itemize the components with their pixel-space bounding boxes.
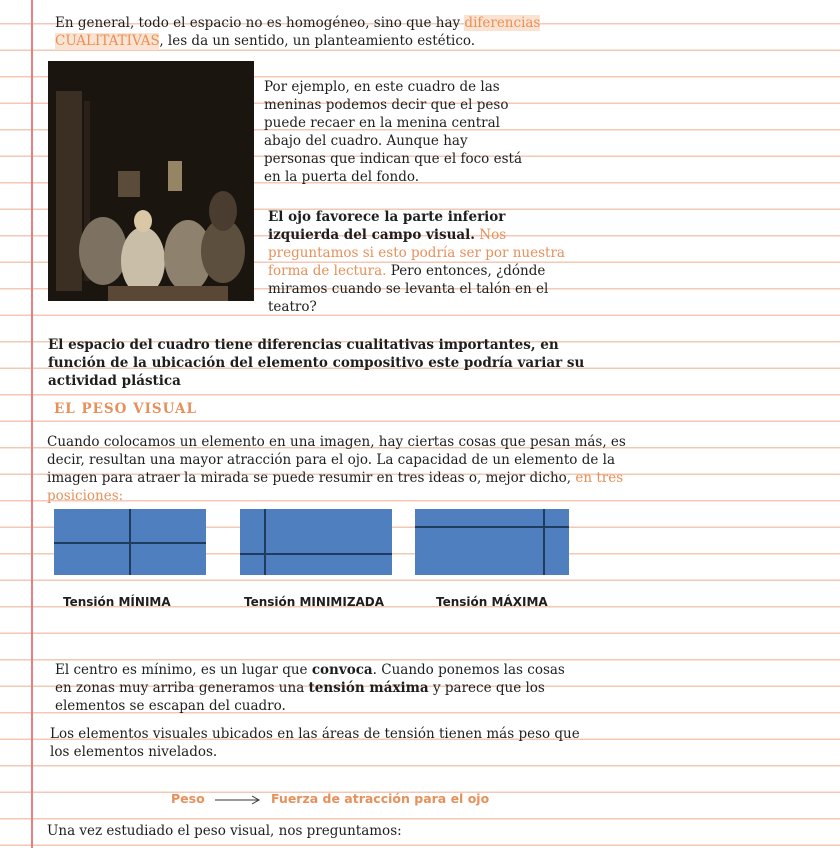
vertical-right-line xyxy=(543,509,545,575)
intro-paragraph: En general, todo el espacio no es homogéneo, sino que hay diferencias CUALITATIVAS, les da un sentido, un planteamiento estético. xyxy=(55,15,541,49)
peso-visual-heading: EL PESO VISUAL xyxy=(54,401,197,417)
eye-paragraph: El ojo favorece la parte inferior izquierda del campo visual. Nos preguntamos si esto podría ser por nuestra forma de lectura. Pero entonces, ¿dónde miramos cuando se levanta el talón en el teatro? xyxy=(268,209,565,315)
horizontal-high-line xyxy=(415,526,569,528)
fuerza-atraccion-text: Fuerza de atracción para el ojo xyxy=(271,791,490,806)
right-arrow-icon xyxy=(213,792,263,808)
final-question-text: Una vez estudiado el peso visual, nos preguntamos: xyxy=(47,823,402,839)
elementos-paragraph: Los elementos visuales ubicados en las áreas de tensión tienen más peso que los elementos nivelados. xyxy=(50,726,580,760)
space-statement: El espacio del cuadro tiene diferencias cualitativas importantes, en función de la ubicación del elemento compositivo este podría variar su actividad plástica xyxy=(48,337,585,389)
tension-maxima-diagram xyxy=(415,509,569,575)
cualitativas-highlight: diferencias CUALITATIVAS xyxy=(55,15,541,49)
peso-word: Peso xyxy=(171,791,205,806)
example-paragraph: Por ejemplo, en este cuadro de las meninas podemos decir que el peso puede recaer en la menina central abajo del cuadro. Aunque hay personas que indican que el foco está en la puerta del fondo. xyxy=(264,79,522,185)
vertical-left-line xyxy=(264,509,266,575)
horizontal-low-line xyxy=(240,553,392,555)
peso-paragraph: Cuando colocamos un elemento en una imagen, hay ciertas cosas que pesan más, es decir, resultan una mayor atracción para el ojo. La capacidad de un elemento de la imagen para atraer la mirada se puede resumir en tres ideas o, mejor dicho, en tres posiciones: xyxy=(47,434,626,504)
vertical-center-line xyxy=(129,509,131,575)
centro-paragraph: El centro es mínimo, es un lugar que convoca. Cuando ponemos las cosas en zonas muy arriba generamos una tensión máxima y parece que los elementos se escapan del cuadro. xyxy=(55,662,565,714)
las-meninas-painting xyxy=(48,61,254,301)
tension-maxima-label: Tensión MÁXIMA xyxy=(436,595,548,609)
tension-minimizada-diagram xyxy=(240,509,392,575)
notebook-margin-line xyxy=(31,0,33,848)
tension-minima-diagram xyxy=(54,509,206,575)
tension-minima-label: Tensión MÍNIMA xyxy=(63,595,171,609)
tension-minimizada-label: Tensión MINIMIZADA xyxy=(244,595,385,609)
